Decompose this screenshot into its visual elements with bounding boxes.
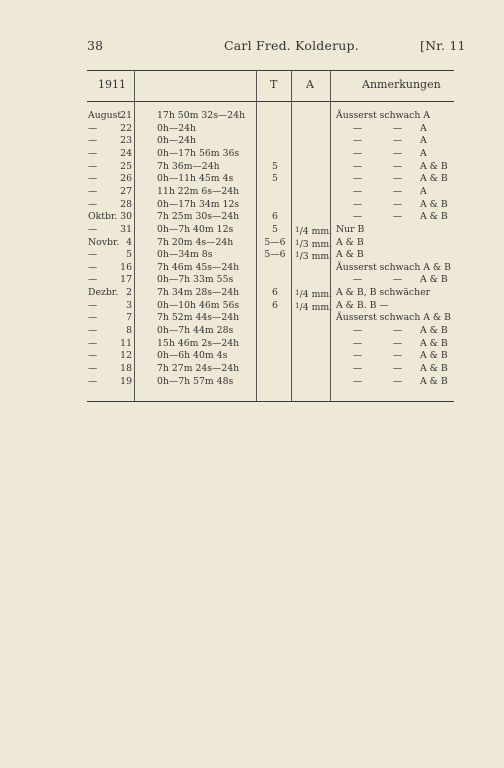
t-cell: 6 [272, 299, 278, 311]
table-row [0, 199, 504, 212]
time-cell: 0h—7h 40m 12s [157, 223, 234, 235]
table-header-rule [87, 101, 454, 102]
unit: mm. [308, 251, 333, 263]
ditto-mark: — [353, 185, 363, 197]
month-cell: — [88, 375, 98, 387]
table-row [0, 312, 504, 325]
month-cell: — [88, 185, 98, 197]
column-header-a: A [306, 78, 314, 91]
unit: mm. [308, 289, 333, 301]
t-cell: 6 [272, 287, 278, 299]
ditto-mark: — [393, 274, 403, 286]
ditto-mark: — [393, 160, 403, 172]
remark-continuation: A & B [420, 198, 448, 210]
day-cell: 4 [126, 236, 132, 248]
month-cell: — [88, 122, 98, 134]
month-cell: — [88, 337, 98, 349]
fraction-denominator: 4 [302, 289, 309, 301]
month-cell: — [88, 363, 98, 374]
fraction-slash: / [299, 251, 303, 263]
month-cell: — [88, 135, 98, 147]
ditto-mark: — [353, 337, 363, 349]
day-cell: 21 [120, 110, 132, 121]
time-cell: 15h 46m 2s—24h [157, 337, 240, 349]
remark-continuation: A & B [420, 375, 448, 387]
table-row [0, 224, 504, 237]
time-cell: 0h—17h 34m 12s [157, 198, 240, 210]
table-row [0, 148, 504, 161]
table-row [0, 338, 504, 351]
time-cell: 0h—10h 46m 56s [157, 299, 240, 311]
fraction-slash: / [299, 301, 303, 313]
table-row [0, 110, 504, 123]
month-cell: — [88, 312, 98, 324]
table-row [0, 287, 504, 300]
fraction-numerator: 1 [295, 237, 300, 247]
table-row [0, 173, 504, 186]
month-cell: — [88, 350, 98, 362]
ditto-mark: — [353, 135, 363, 147]
day-cell: 18 [120, 363, 132, 374]
ditto-mark: — [353, 375, 363, 387]
fraction-slash: / [299, 225, 303, 237]
remark-continuation: A [420, 185, 427, 197]
column-header-remarks: Anmerkungen [362, 78, 441, 91]
table-row [0, 135, 504, 148]
ditto-mark: — [393, 325, 403, 337]
table-bottom-rule [87, 401, 454, 402]
time-cell: 17h 50m 32s—24h [157, 110, 246, 121]
table-row [0, 350, 504, 363]
ditto-mark: — [393, 337, 403, 349]
time-cell: 7h 27m 24s—24h [157, 363, 240, 374]
day-cell: 23 [120, 135, 132, 147]
day-cell: 11 [120, 337, 132, 349]
table-row [0, 274, 504, 287]
day-cell: 17 [120, 274, 132, 286]
unit: mm. [308, 225, 333, 237]
remark-cell: Äusserst schwach A [336, 110, 430, 121]
remark-cell: Äusserst schwach A & B [336, 261, 451, 273]
day-cell: 2 [126, 287, 132, 299]
time-cell: 7h 46m 45s—24h [157, 261, 240, 273]
ditto-mark: — [353, 147, 363, 159]
table-row [0, 376, 504, 389]
ditto-mark: — [353, 198, 363, 210]
ditto-mark: — [353, 160, 363, 172]
fraction-denominator: 4 [302, 301, 309, 313]
ditto-mark: — [393, 185, 403, 197]
table-row [0, 262, 504, 275]
time-cell: 0h—7h 44m 28s [157, 325, 234, 337]
day-cell: 27 [120, 185, 132, 197]
remark-continuation: A & B [420, 160, 448, 172]
month-cell: — [88, 274, 98, 286]
month-cell: — [88, 299, 98, 311]
remark-cell: Äusserst schwach A & B [336, 312, 451, 324]
ditto-mark: — [393, 375, 403, 387]
month-cell: — [88, 261, 98, 273]
unit: mm. [308, 301, 333, 313]
column-header-year: 1911 [98, 78, 126, 91]
t-cell: 6 [272, 211, 278, 223]
t-cell: 5—6 [264, 249, 286, 261]
month-cell: Novbr. [88, 236, 120, 248]
day-cell: 31 [120, 223, 132, 235]
remark-cell: A & B [336, 249, 364, 261]
ditto-mark: — [353, 363, 363, 374]
table-row [0, 186, 504, 199]
time-cell: 0h—11h 45m 4s [157, 173, 234, 185]
remark-continuation: A & B [420, 325, 448, 337]
t-cell: 5 [272, 173, 278, 185]
time-cell: 0h—17h 56m 36s [157, 147, 240, 159]
month-cell: Dezbr. [88, 287, 119, 299]
day-cell: 30 [120, 211, 132, 223]
time-cell: 0h—34m 8s [157, 249, 213, 261]
day-cell: 26 [120, 173, 132, 185]
table-row [0, 300, 504, 313]
remark-continuation: A [420, 147, 427, 159]
ditto-mark: — [353, 122, 363, 134]
month-cell: — [88, 160, 98, 172]
table-row [0, 237, 504, 250]
remark-cell: Nur B [336, 223, 365, 235]
time-cell: 7h 25m 30s—24h [157, 211, 240, 223]
time-cell: 0h—24h [157, 122, 197, 134]
month-cell: — [88, 223, 98, 235]
day-cell: 19 [120, 375, 132, 387]
month-cell: — [88, 147, 98, 159]
table-row [0, 123, 504, 136]
fraction-denominator: 3 [302, 238, 309, 250]
remark-continuation: A & B [420, 350, 448, 362]
fraction-numerator: 1 [295, 300, 300, 310]
fraction-slash: / [299, 238, 303, 250]
unit: mm. [308, 238, 333, 250]
running-title: Carl Fred. Kolderup. [224, 38, 359, 53]
ditto-mark: — [393, 173, 403, 185]
day-cell: 3 [126, 299, 132, 311]
day-cell: 5 [126, 249, 132, 261]
time-cell: 7h 34m 28s—24h [157, 287, 240, 299]
t-cell: 5 [272, 160, 278, 172]
month-cell: Oktbr. [88, 211, 118, 223]
month-cell: — [88, 325, 98, 337]
table-top-rule [87, 70, 454, 71]
remark-continuation: A [420, 135, 427, 147]
ditto-mark: — [353, 211, 363, 223]
ditto-mark: — [393, 363, 403, 374]
day-cell: 7 [126, 312, 132, 324]
day-cell: 12 [120, 350, 132, 362]
fraction-denominator: 3 [302, 251, 309, 263]
ditto-mark: — [353, 350, 363, 362]
day-cell: 22 [120, 122, 132, 134]
remark-cell: A & B, B schwächer [336, 287, 431, 299]
month-cell: — [88, 249, 98, 261]
remark-continuation: A & B [420, 337, 448, 349]
month-cell: — [88, 173, 98, 185]
table-row [0, 363, 504, 376]
ditto-mark: — [353, 173, 363, 185]
time-cell: 0h—6h 40m 4s [157, 350, 228, 362]
ditto-mark: — [353, 325, 363, 337]
table-row [0, 249, 504, 262]
fraction-slash: / [299, 289, 303, 301]
day-cell: 25 [120, 160, 132, 172]
page-number: 38 [87, 38, 104, 53]
month-cell: — [88, 198, 98, 210]
remark-cell: A & B. B — [336, 299, 389, 311]
time-cell: 0h—24h [157, 135, 197, 147]
t-cell: 5 [272, 223, 278, 235]
column-header-t: T [270, 78, 278, 91]
ditto-mark: — [393, 147, 403, 159]
remark-continuation: A & B [420, 274, 448, 286]
fraction-numerator: 1 [295, 224, 300, 234]
fraction-numerator: 1 [295, 250, 300, 260]
time-cell: 7h 36m—24h [157, 160, 220, 172]
section-number: [Nr. 11 [420, 38, 466, 53]
day-cell: 28 [120, 198, 132, 210]
ditto-mark: — [393, 211, 403, 223]
ditto-mark: — [353, 274, 363, 286]
day-cell: 8 [126, 325, 132, 337]
time-cell: 7h 52m 44s—24h [157, 312, 240, 324]
remark-cell: A & B [336, 236, 364, 248]
ditto-mark: — [393, 198, 403, 210]
ditto-mark: — [393, 135, 403, 147]
time-cell: 0h—7h 33m 55s [157, 274, 234, 286]
table-row [0, 211, 504, 224]
time-cell: 0h—7h 57m 48s [157, 375, 234, 387]
remark-continuation: A [420, 122, 427, 134]
remark-continuation: A & B [420, 173, 448, 185]
ditto-mark: — [393, 122, 403, 134]
ditto-mark: — [393, 350, 403, 362]
day-cell: 24 [120, 147, 132, 159]
t-cell: 5—6 [264, 236, 286, 248]
table-row [0, 325, 504, 338]
day-cell: 16 [120, 261, 132, 273]
table-row [0, 161, 504, 174]
time-cell: 7h 20m 4s—24h [157, 236, 234, 248]
remark-continuation: A & B [420, 363, 448, 374]
time-cell: 11h 22m 6s—24h [157, 185, 240, 197]
fraction-denominator: 4 [302, 225, 309, 237]
fraction-numerator: 1 [295, 288, 300, 298]
month-cell: August [88, 110, 122, 121]
remark-continuation: A & B [420, 211, 448, 223]
